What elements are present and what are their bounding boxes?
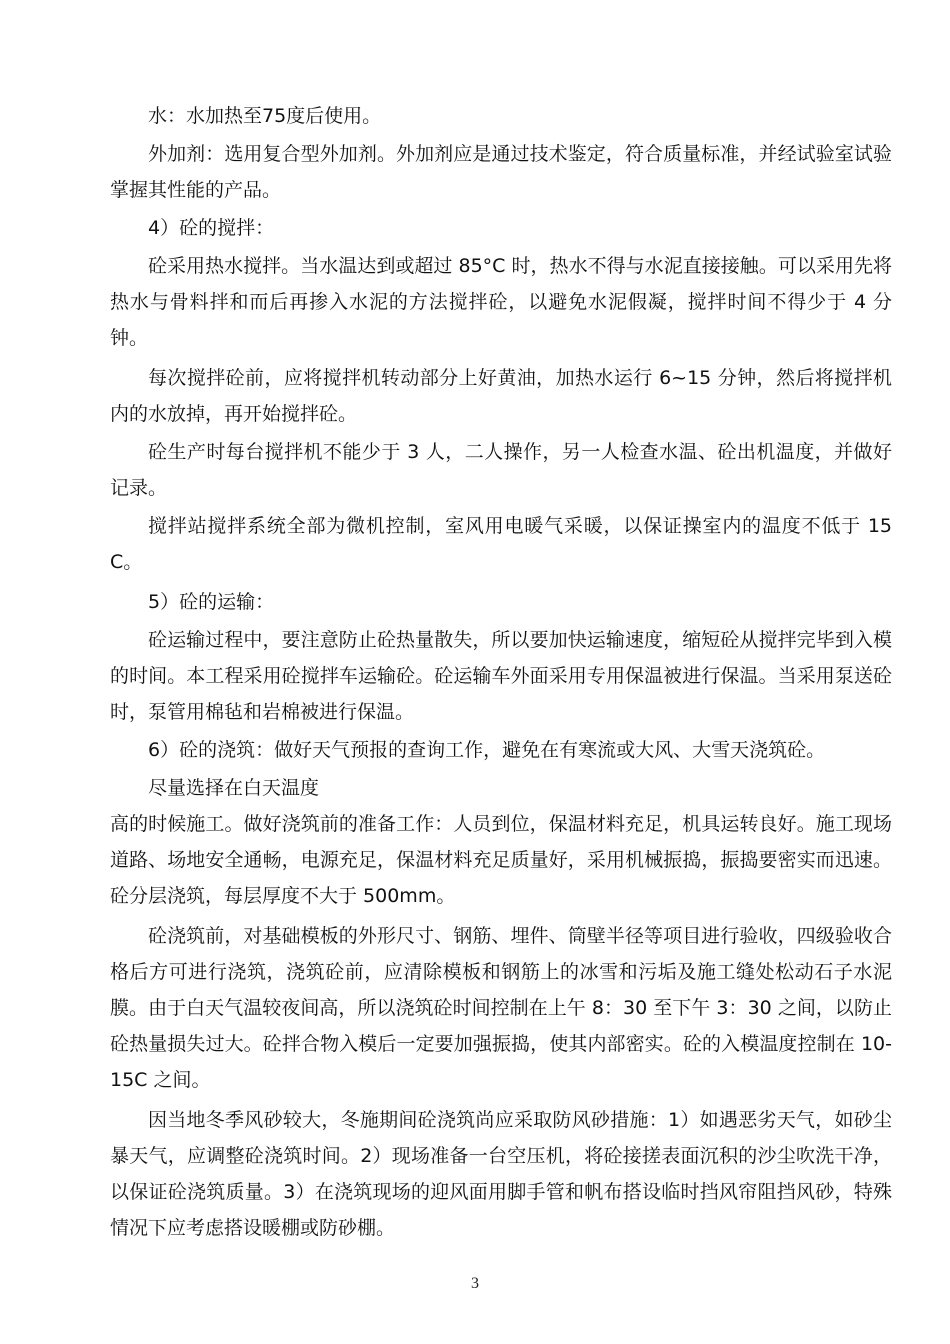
paragraph-wind-sand-measures: 因当地冬季风砂较大，冬施期间砼浇筑尚应采取防风砂措施：1）如遇恶劣天气，如砂尘暴天气，应调整砼浇筑时间。2）现场准备一台空压机，将砼接搓表面沉积的沙尘吹洗干净，以保证砼浇筑质量。3）在浇筑现场的迎风面用脚手管和帆布搭设临时挡风帘阻挡风砂，特殊情况下应考虑搭设暖棚或防砂棚。 <box>110 1109 892 1239</box>
paragraph-pouring-preparation: 高的时候施工。做好浇筑前的准备工作：人员到位，保温材料充足，机具运转良好。施工现场道路、场地安全通畅，电源充足，保温材料充足质量好，采用机械振捣，振捣要密实而迅速。砼分层浇筑，每层厚度不大于 500mm。 <box>110 813 892 907</box>
page-number: 3 <box>471 1275 479 1292</box>
paragraph-mixer-preparation: 每次搅拌砼前，应将搅拌机转动部分上好黄油，加热水运行 6~15 分钟，然后将搅拌机内的水放掉，再开始搅拌砼。 <box>110 367 892 425</box>
heading-mixing: 4）砼的搅拌： <box>148 217 275 239</box>
paragraph-mixer-staffing: 砼生产时每台搅拌机不能少于 3 人，二人操作，另一人检查水温、砼出机温度，并做好记录。 <box>110 441 892 499</box>
paragraph-transport: 砼运输过程中，要注意防止砼热量散失，所以要加快运输速度，缩短砼从搅拌完毕到入模的时间。本工程采用砼搅拌车运输砼。砼运输车外面采用专用保温被进行保温。当采用泵送砼时，泵管用棉毡和岩棉被进行保温。 <box>110 629 892 723</box>
paragraph-pre-pour-inspection: 砼浇筑前，对基础模板的外形尺寸、钢筋、埋件、筒壁半径等项目进行验收，四级验收合格后方可进行浇筑，浇筑砼前，应清除模板和钢筋上的冰雪和污垢及施工缝处松动石子水泥膜。由于白天气温较夜间高，所以浇筑砼时间控制在上午 8：30 至下午 3：30 之间，以防止砼热量损失过大。砼拌合物入模后一定要加强振捣，使其内部密实。砼的入模温度控制在 10-15C 之间。 <box>110 925 892 1091</box>
paragraph-admixture: 外加剂：选用复合型外加剂。外加剂应是通过技术鉴定，符合质量标准，并经试验室试验掌握其性能的产品。 <box>110 143 892 201</box>
heading-transport: 5）砼的运输： <box>148 591 275 613</box>
heading-pouring: 6）砼的浇筑：做好天气预报的查询工作，避免在有寒流或大风、大雪天浇筑砼。 <box>148 739 826 761</box>
paragraph-mixing-station: 搅拌站搅拌系统全部为微机控制，室风用电暖气采暖，以保证操室内的温度不低于 15C。 <box>110 515 892 573</box>
page-body <box>110 98 892 1246</box>
paragraph-hot-water-mixing: 砼采用热水搅拌。当水温达到或超过 85°C 时，热水不得与水泥直接接触。可以采用先将热水与骨料拌和而后再掺入水泥的方法搅拌砼，以避免水泥假凝，搅拌时间不得少于 4 分钟。 <box>110 255 892 349</box>
paragraph-pouring-timing: 尽量选择在白天温度 <box>148 777 320 799</box>
paragraph-water: 水：水加热至75度后使用。 <box>148 105 382 127</box>
